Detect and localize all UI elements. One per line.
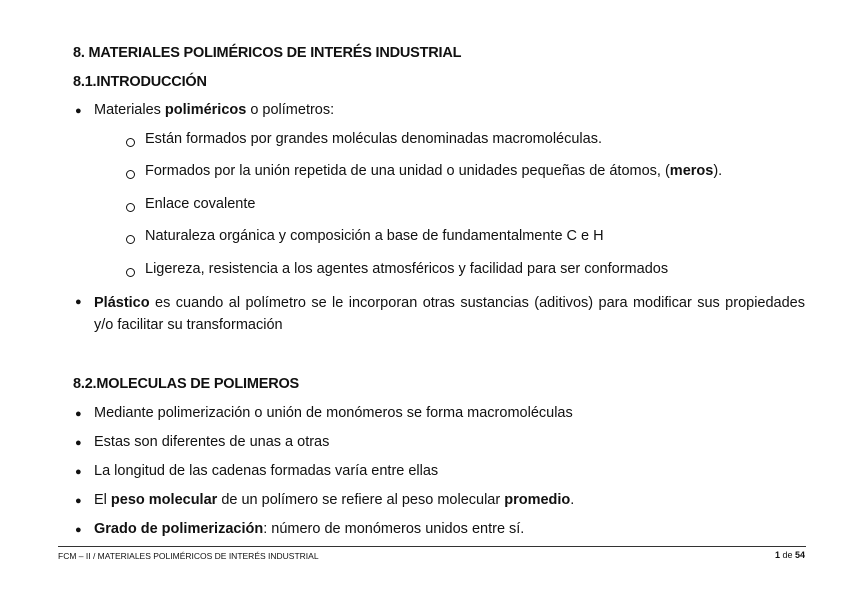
page-number: 1 de 54: [774, 550, 805, 560]
bullet-marker: ●: [75, 408, 82, 420]
sub-bullet-marker: [126, 203, 135, 212]
molecules-item-peso: El peso molecular de un polímero se refiere al peso molecular promedio.: [94, 492, 575, 508]
bullet-marker: ●: [75, 105, 82, 117]
footer-title: FCM – II / MATERIALES POLIMÉRICOS DE INTERÉS INDUSTRIAL: [58, 551, 319, 561]
sub-bullet-marker: [126, 235, 135, 244]
molecules-heading: 8.2.MOLECULAS DE POLIMEROS: [73, 376, 300, 392]
sub-bullet-marker: [126, 170, 135, 179]
bullet-marker: ●: [75, 296, 82, 308]
sub-item-naturaleza: Naturaleza orgánica y composición a base de fundamentalmente C e H: [145, 228, 604, 244]
sub-item-ligereza: Ligereza, resistencia a los agentes atmosféricos y facilidad para ser conformados: [145, 261, 669, 277]
bullet-marker: ●: [75, 524, 82, 536]
molecules-item-longitud: La longitud de las cadenas formadas varía entre ellas: [94, 463, 439, 479]
intro-bullet-plastico: Plástico es cuando al polímetro se le incorporan otras sustancias (aditivos) para modificar sus propiedades y/o facilitar su transformación: [94, 295, 805, 333]
bullet-marker: ●: [75, 437, 82, 449]
bullet-marker: ●: [75, 495, 82, 507]
sub-item-enlace: Enlace covalente: [145, 196, 256, 212]
molecules-item-polimerizacion: Mediante polimerización o unión de monómeros se forma macromoléculas: [94, 405, 573, 421]
molecules-item-grado: Grado de polimerización: número de monómeros unidos entre sí.: [94, 521, 525, 537]
sub-bullet-marker: [126, 138, 135, 147]
molecules-item-diferentes: Estas son diferentes de unas a otras: [94, 434, 330, 450]
sub-item-meros: Formados por la unión repetida de una unidad o unidades pequeñas de átomos, (meros).: [145, 163, 723, 179]
intro-bullet-materiales: Materiales poliméricos o polímetros:: [94, 102, 335, 118]
sub-item-macromoleculas: Están formados por grandes moléculas denominadas macromoléculas.: [145, 131, 602, 147]
footer-divider: [58, 546, 806, 547]
section-title: 8. MATERIALES POLIMÉRICOS DE INTERÉS INDUSTRIAL: [73, 45, 462, 61]
bullet-marker: ●: [75, 466, 82, 478]
sub-bullet-marker: [126, 268, 135, 277]
intro-heading: 8.1.INTRODUCCIÓN: [73, 74, 207, 90]
